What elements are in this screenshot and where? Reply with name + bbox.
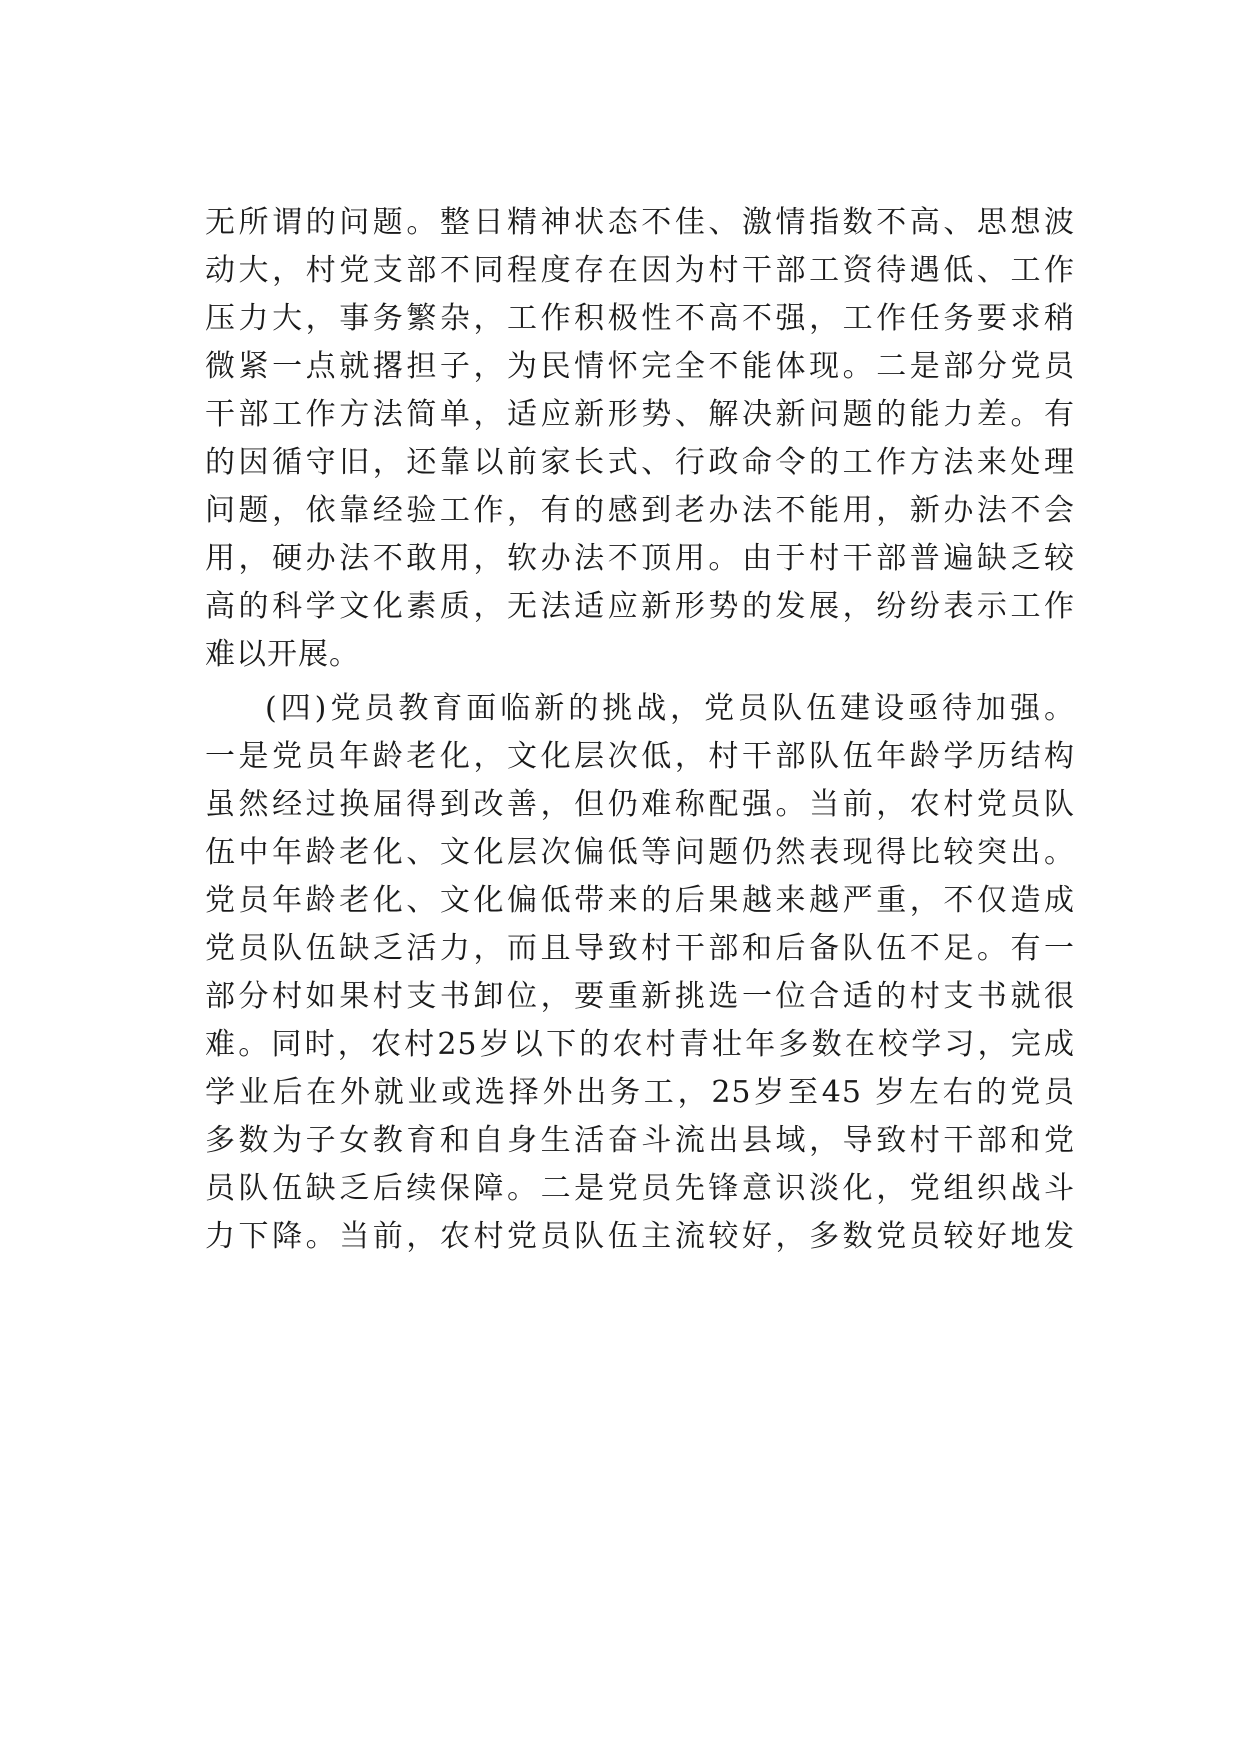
- paragraph-2: [205, 685, 1075, 1261]
- text-line: 难以开展。: [205, 637, 360, 672]
- text-line: 高的科学文化素质，无法适应新形势的发展，纷纷表示工作: [205, 589, 1075, 624]
- text-line: 多数为子女教育和自身生活奋斗流出县域，导致村干部和党: [205, 1123, 1075, 1158]
- text-line: 力下降。当前，农村党员队伍主流较好，多数党员较好地发: [205, 1219, 1075, 1254]
- text-line: 的因循守旧，还靠以前家长式、行政命令的工作方法来处理: [205, 445, 1075, 480]
- text-line: 问题，依靠经验工作，有的感到老办法不能用，新办法不会: [205, 493, 1075, 528]
- text-line: 部分村如果村支书卸位，要重新挑选一位合适的村支书就很: [205, 979, 1075, 1014]
- text-line: 压力大，事务繁杂，工作积极性不高不强，工作任务要求稍: [205, 301, 1075, 336]
- text-line: 党员队伍缺乏活力，而且导致村干部和后备队伍不足。有一: [205, 931, 1075, 966]
- paragraph-1: [205, 199, 1075, 679]
- text-line: 无所谓的问题。整日精神状态不佳、激情指数不高、思想波: [205, 205, 1075, 240]
- text-line: 虽然经过换届得到改善，但仍难称配强。当前，农村党员队: [205, 787, 1075, 822]
- text-line: 学业后在外就业或选择外出务工，25岁至45 岁左右的党员: [205, 1075, 1075, 1110]
- section-heading-line: (四)党员教育面临新的挑战，党员队伍建设亟待加强。: [265, 691, 1075, 726]
- text-line: 伍中年龄老化、文化层次偏低等问题仍然表现得比较突出。: [205, 835, 1075, 870]
- text-line: 员队伍缺乏后续保障。二是党员先锋意识淡化，党组织战斗: [205, 1171, 1075, 1206]
- text-line: 用，硬办法不敢用，软办法不顶用。由于村干部普遍缺乏较: [205, 541, 1075, 576]
- text-line: 难。同时，农村25岁以下的农村青壮年多数在校学习，完成: [205, 1027, 1075, 1062]
- text-line: 微紧一点就撂担子，为民情怀完全不能体现。二是部分党员: [205, 349, 1075, 384]
- text-line: 干部工作方法简单，适应新形势、解决新问题的能力差。有: [205, 397, 1075, 432]
- text-line: 一是党员年龄老化，文化层次低，村干部队伍年龄学历结构: [205, 739, 1075, 774]
- text-line: 党员年龄老化、文化偏低带来的后果越来越严重，不仅造成: [205, 883, 1075, 918]
- body-text: [205, 199, 1075, 1261]
- text-line: 动大，村党支部不同程度存在因为村干部工资待遇低、工作: [205, 253, 1075, 288]
